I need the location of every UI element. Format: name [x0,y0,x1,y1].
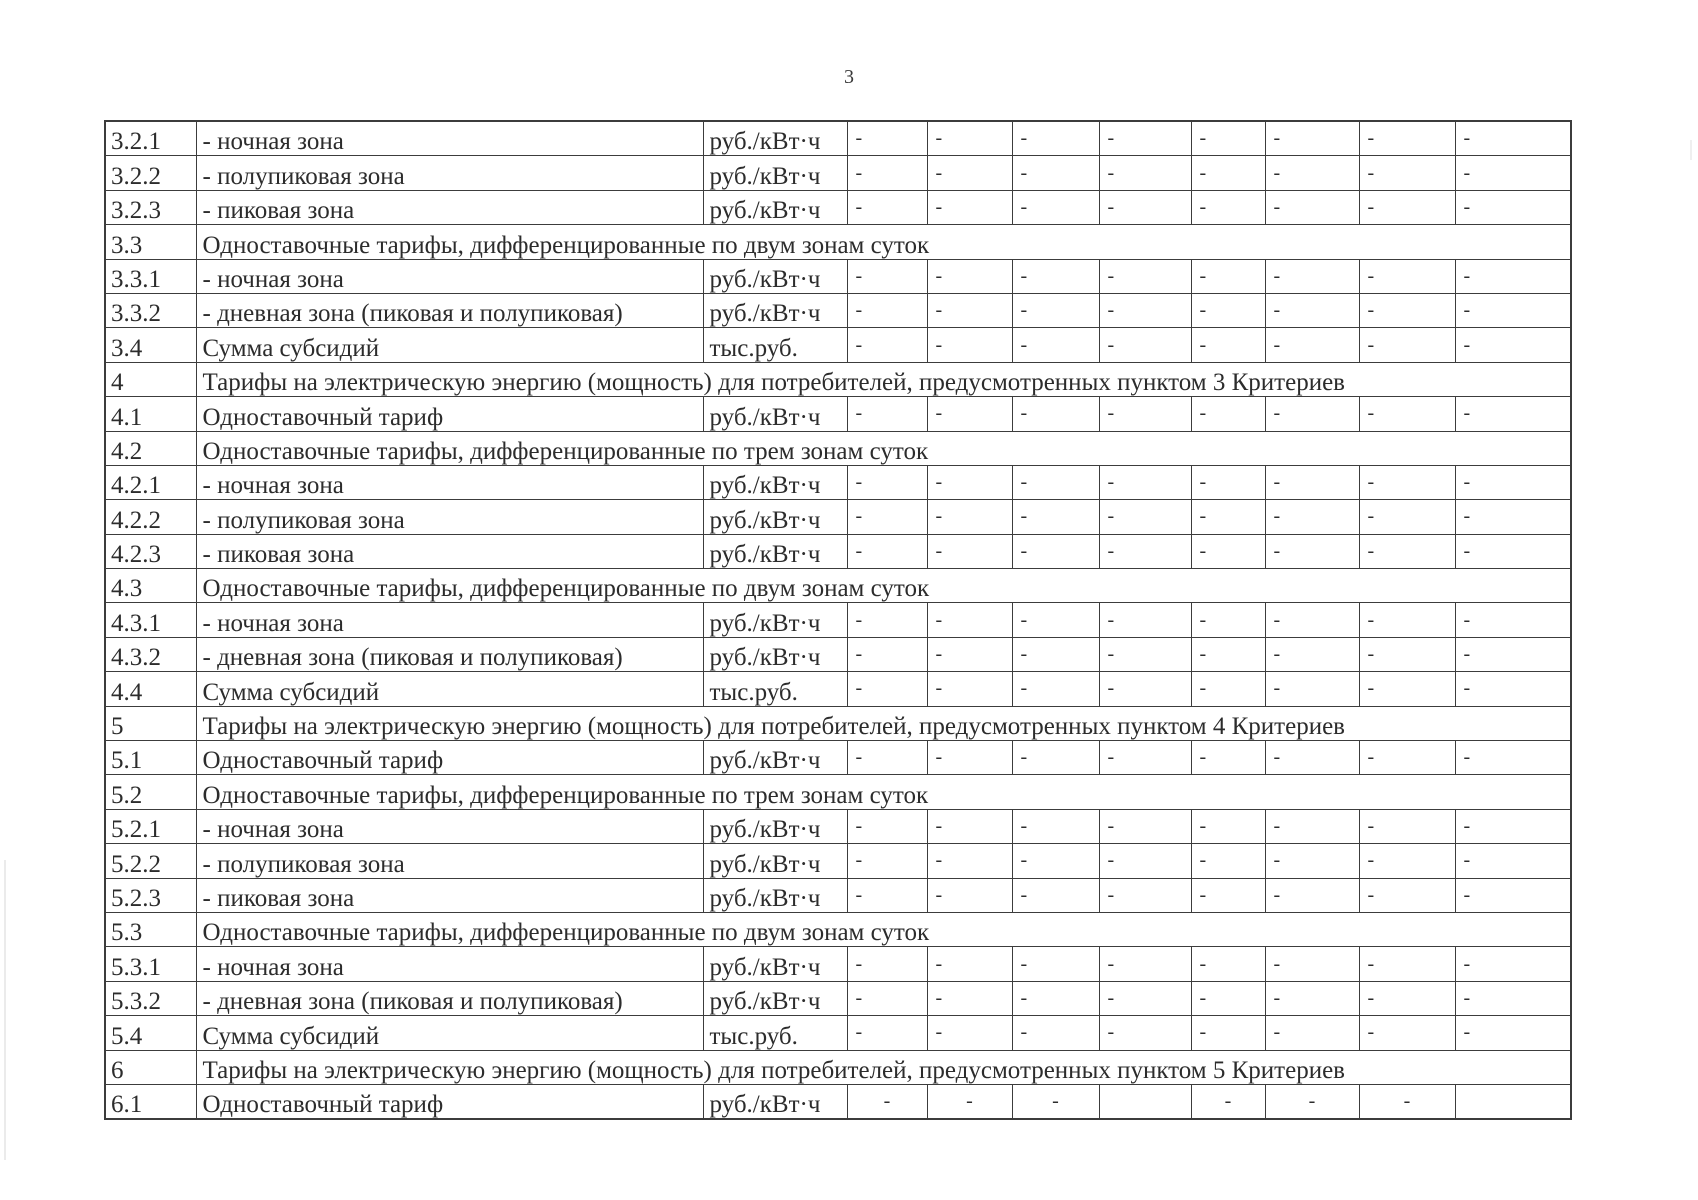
value-cell: - [1455,637,1571,671]
value-cell: - [1012,981,1099,1015]
value-cell: - [1012,397,1099,431]
row-unit: руб./кВт·ч [703,947,847,981]
row-number: 3.3.2 [105,293,196,327]
value-cell: - [1359,637,1455,671]
value-cell: - [1099,500,1191,534]
value-cell: - [1099,293,1191,327]
value-cell: - [847,809,927,843]
row-unit: руб./кВт·ч [703,500,847,534]
row-number: 3.2.2 [105,156,196,190]
value-cell: - [847,637,927,671]
section-row [105,775,1571,809]
value-cell: - [1012,293,1099,327]
value-cell: - [1099,981,1191,1015]
table-row [105,981,1571,1015]
table-row [105,844,1571,878]
value-cell: - [1099,672,1191,706]
table-row [105,947,1571,981]
row-name: Сумма субсидий [196,672,703,706]
value-cell: - [847,328,927,362]
scan-edge-mark [1690,140,1692,160]
section-row [105,912,1571,946]
row-unit: руб./кВт·ч [703,844,847,878]
row-number: 4.2.2 [105,500,196,534]
table-row [105,293,1571,327]
value-cell: - [1191,1016,1265,1050]
value-cell: - [1012,947,1099,981]
row-number: 5 [105,706,196,740]
value-cell: - [1099,1016,1191,1050]
value-cell: - [1265,947,1359,981]
value-cell: - [1191,293,1265,327]
row-number: 4.2.1 [105,465,196,499]
value-cell: - [1359,1016,1455,1050]
table-row [105,1016,1571,1050]
page-number: 3 [844,66,854,88]
table-row [105,534,1571,568]
section-title: Одноставочные тарифы, дифференцированные по трем зонам суток [196,431,1571,465]
row-unit: руб./кВт·ч [703,465,847,499]
row-unit: руб./кВт·ч [703,741,847,775]
value-cell: - [1012,156,1099,190]
row-unit: руб./кВт·ч [703,878,847,912]
value-cell: - [847,397,927,431]
value-cell: - [1265,328,1359,362]
value-cell: - [1191,947,1265,981]
section-title: Тарифы на электрическую энергию (мощность) для потребителей, предусмотренных пунктом 5 Критериев [196,1050,1571,1084]
value-cell: - [1265,534,1359,568]
value-cell: - [847,981,927,1015]
value-cell: - [1359,603,1455,637]
row-name: - полупиковая зона [196,500,703,534]
value-cell: - [1012,259,1099,293]
value-cell: - [1099,397,1191,431]
value-cell: - [1455,190,1571,224]
value-cell: - [927,878,1012,912]
value-cell: - [1012,190,1099,224]
table-row [105,603,1571,637]
section-row [105,1050,1571,1084]
row-unit: руб./кВт·ч [703,534,847,568]
table-body [105,121,1571,1119]
value-cell: - [1359,156,1455,190]
row-name: - полупиковая зона [196,156,703,190]
value-cell: - [1455,1016,1571,1050]
row-name: Сумма субсидий [196,328,703,362]
value-cell: - [1265,293,1359,327]
row-unit: руб./кВт·ч [703,603,847,637]
row-number: 4.4 [105,672,196,706]
value-cell: - [927,741,1012,775]
row-unit: руб./кВт·ч [703,190,847,224]
value-cell: - [1191,190,1265,224]
value-cell: - [1191,328,1265,362]
row-unit: руб./кВт·ч [703,293,847,327]
value-cell: - [1265,844,1359,878]
value-cell: - [1099,259,1191,293]
section-title: Тарифы на электрическую энергию (мощность) для потребителей, предусмотренных пунктом 3 Критериев [196,362,1571,396]
row-name: - пиковая зона [196,190,703,224]
value-cell: - [1099,741,1191,775]
section-row [105,431,1571,465]
value-cell: - [847,1084,927,1119]
value-cell: - [1265,981,1359,1015]
table-row [105,1084,1571,1119]
table-row [105,500,1571,534]
value-cell: - [1099,190,1191,224]
value-cell: - [847,465,927,499]
value-cell: - [1455,500,1571,534]
value-cell: - [927,500,1012,534]
value-cell: - [1265,603,1359,637]
row-number: 5.2.1 [105,809,196,843]
value-cell: - [1455,947,1571,981]
row-unit: руб./кВт·ч [703,637,847,671]
table-row [105,741,1571,775]
row-unit: руб./кВт·ч [703,259,847,293]
value-cell: - [847,603,927,637]
value-cell: - [1012,500,1099,534]
value-cell: - [1191,603,1265,637]
value-cell: - [847,293,927,327]
row-number: 5.3.2 [105,981,196,1015]
value-cell: - [1455,981,1571,1015]
value-cell: - [927,1084,1012,1119]
row-number: 3.3 [105,225,196,259]
value-cell: - [1099,465,1191,499]
value-cell: - [1191,809,1265,843]
row-name: - ночная зона [196,121,703,156]
value-cell: - [1012,672,1099,706]
value-cell: - [847,259,927,293]
value-cell: - [847,190,927,224]
value-cell: - [1359,809,1455,843]
value-cell: - [927,844,1012,878]
value-cell: - [927,809,1012,843]
row-name: - ночная зона [196,259,703,293]
value-cell: - [1012,1084,1099,1119]
value-cell: - [1455,672,1571,706]
value-cell: - [1012,878,1099,912]
section-title: Одноставочные тарифы, дифференцированные по двум зонам суток [196,569,1571,603]
value-cell: - [1012,121,1099,156]
value-cell: - [1359,741,1455,775]
value-cell: - [1099,878,1191,912]
value-cell: - [1012,637,1099,671]
value-cell: - [1359,328,1455,362]
value-cell: - [1455,809,1571,843]
value-cell: - [1359,844,1455,878]
section-title: Одноставочные тарифы, дифференцированные по двум зонам суток [196,912,1571,946]
row-number: 3.2.3 [105,190,196,224]
value-cell: - [1265,397,1359,431]
value-cell: - [1099,947,1191,981]
value-cell: - [1265,259,1359,293]
value-cell: - [1191,500,1265,534]
value-cell: - [1359,672,1455,706]
value-cell: - [1265,156,1359,190]
value-cell: - [1191,878,1265,912]
section-row [105,225,1571,259]
row-name: Сумма субсидий [196,1016,703,1050]
row-name: - пиковая зона [196,534,703,568]
row-number: 5.2 [105,775,196,809]
row-name: - ночная зона [196,465,703,499]
row-name: - полупиковая зона [196,844,703,878]
row-number: 3.4 [105,328,196,362]
row-unit: руб./кВт·ч [703,156,847,190]
value-cell: - [1455,534,1571,568]
table-row [105,121,1571,156]
value-cell: - [1191,534,1265,568]
table-row [105,156,1571,190]
section-row [105,706,1571,740]
row-name: - пиковая зона [196,878,703,912]
row-name: Одноставочный тариф [196,1084,703,1119]
row-number: 5.4 [105,1016,196,1050]
row-number: 4.3.2 [105,637,196,671]
table-row [105,465,1571,499]
value-cell: - [927,672,1012,706]
value-cell: - [1359,465,1455,499]
value-cell: - [1191,259,1265,293]
value-cell: - [1012,603,1099,637]
row-number: 5.3 [105,912,196,946]
value-cell: - [1359,1084,1455,1119]
value-cell: - [927,603,1012,637]
value-cell: - [847,1016,927,1050]
row-unit: тыс.руб. [703,328,847,362]
value-cell: - [1265,190,1359,224]
value-cell: - [1191,672,1265,706]
value-cell: - [1191,844,1265,878]
value-cell: - [927,534,1012,568]
row-number: 5.2.2 [105,844,196,878]
value-cell: - [927,156,1012,190]
value-cell: - [1191,637,1265,671]
value-cell: - [1265,878,1359,912]
value-cell: - [1099,844,1191,878]
value-cell: - [1455,878,1571,912]
section-row [105,569,1571,603]
value-cell: - [927,1016,1012,1050]
row-number: 3.3.1 [105,259,196,293]
row-number: 4.3.1 [105,603,196,637]
value-cell: - [847,534,927,568]
section-row [105,362,1571,396]
value-cell: - [927,465,1012,499]
row-unit: руб./кВт·ч [703,809,847,843]
row-unit: руб./кВт·ч [703,1084,847,1119]
row-number: 5.1 [105,741,196,775]
value-cell: - [1191,397,1265,431]
value-cell: - [1455,397,1571,431]
value-cell: - [1012,465,1099,499]
value-cell: - [847,672,927,706]
row-number: 3.2.1 [105,121,196,156]
value-cell: - [1359,259,1455,293]
row-number: 5.3.1 [105,947,196,981]
row-unit: тыс.руб. [703,1016,847,1050]
value-cell: - [1359,534,1455,568]
value-cell: - [1359,397,1455,431]
value-cell: - [1191,1084,1265,1119]
table-row [105,637,1571,671]
value-cell: - [1191,121,1265,156]
row-unit: руб./кВт·ч [703,121,847,156]
value-cell: - [1099,121,1191,156]
value-cell: - [1012,741,1099,775]
row-name: Одноставочный тариф [196,741,703,775]
value-cell: - [1265,1016,1359,1050]
value-cell: - [1012,809,1099,843]
section-title: Одноставочные тарифы, дифференцированные по двум зонам суток [196,225,1571,259]
value-cell: - [1265,121,1359,156]
value-cell: - [927,947,1012,981]
value-cell: - [1191,156,1265,190]
value-cell: - [1012,328,1099,362]
value-cell: - [847,844,927,878]
value-cell: - [1455,259,1571,293]
value-cell: - [1455,844,1571,878]
value-cell: - [927,121,1012,156]
value-cell: - [927,397,1012,431]
value-cell: - [1455,293,1571,327]
value-cell: - [1099,637,1191,671]
value-cell: - [927,293,1012,327]
value-cell: - [1191,465,1265,499]
tariff-table [104,120,1572,1120]
table-row [105,259,1571,293]
value-cell: - [1455,465,1571,499]
value-cell: - [847,500,927,534]
value-cell: - [1359,190,1455,224]
value-cell: - [927,190,1012,224]
table-row [105,190,1571,224]
row-number: 4.1 [105,397,196,431]
value-cell: - [847,121,927,156]
value-cell: - [1455,603,1571,637]
value-cell: - [1265,465,1359,499]
row-number: 5.2.3 [105,878,196,912]
value-cell: - [1359,981,1455,1015]
row-name: - дневная зона (пиковая и полупиковая) [196,637,703,671]
value-cell: - [1359,121,1455,156]
value-cell: - [1265,1084,1359,1119]
value-cell: - [1099,534,1191,568]
value-cell: - [927,637,1012,671]
value-cell: - [847,156,927,190]
row-name: - дневная зона (пиковая и полупиковая) [196,981,703,1015]
table-row [105,328,1571,362]
value-cell: - [1265,809,1359,843]
value-cell: - [1455,156,1571,190]
value-cell: - [1012,844,1099,878]
value-cell: - [1359,293,1455,327]
value-cell: - [1012,534,1099,568]
row-number: 4.2 [105,431,196,465]
value-cell: - [1099,328,1191,362]
value-cell: - [847,741,927,775]
value-cell: - [847,878,927,912]
table-row [105,878,1571,912]
value-cell: - [1099,809,1191,843]
row-name: - дневная зона (пиковая и полупиковая) [196,293,703,327]
table-row [105,672,1571,706]
value-cell: - [1455,741,1571,775]
value-cell: - [1359,500,1455,534]
value-cell: - [1265,672,1359,706]
row-number: 4.3 [105,569,196,603]
section-title: Одноставочные тарифы, дифференцированные по трем зонам суток [196,775,1571,809]
table-row [105,809,1571,843]
value-cell: - [1359,878,1455,912]
row-unit: тыс.руб. [703,672,847,706]
value-cell: - [1099,156,1191,190]
value-cell: - [927,328,1012,362]
row-name: - ночная зона [196,809,703,843]
scan-edge-mark [4,860,6,1160]
row-unit: руб./кВт·ч [703,981,847,1015]
value-cell: - [1265,500,1359,534]
row-number: 6.1 [105,1084,196,1119]
row-number: 6 [105,1050,196,1084]
row-name: Одноставочный тариф [196,397,703,431]
value-cell: - [1191,741,1265,775]
value-cell: - [1359,947,1455,981]
value-cell: - [1012,1016,1099,1050]
value-cell: - [1099,603,1191,637]
table-row [105,397,1571,431]
value-cell [1099,1084,1191,1119]
section-title: Тарифы на электрическую энергию (мощность) для потребителей, предусмотренных пунктом 4 Критериев [196,706,1571,740]
row-name: - ночная зона [196,603,703,637]
value-cell: - [1265,741,1359,775]
value-cell: - [927,259,1012,293]
value-cell: - [1191,981,1265,1015]
row-number: 4.2.3 [105,534,196,568]
value-cell [1455,1084,1571,1119]
row-number: 4 [105,362,196,396]
value-cell: - [927,981,1012,1015]
value-cell: - [1455,121,1571,156]
row-name: - ночная зона [196,947,703,981]
row-unit: руб./кВт·ч [703,397,847,431]
value-cell: - [1455,328,1571,362]
value-cell: - [1265,637,1359,671]
value-cell: - [847,947,927,981]
